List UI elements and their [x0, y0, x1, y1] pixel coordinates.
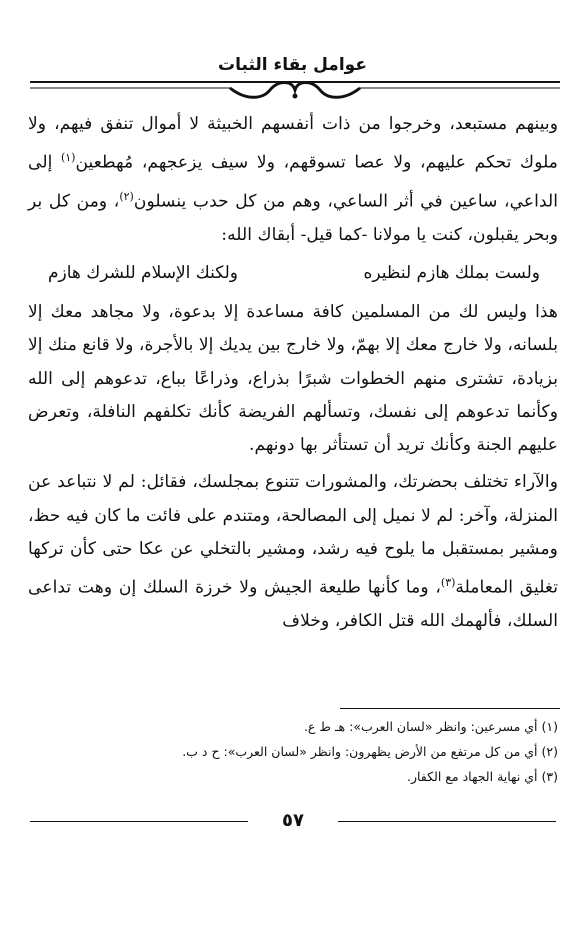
verse-line: [28, 252, 558, 296]
footnote-ref: (٢): [119, 190, 134, 204]
footnote-ref: (١): [60, 151, 76, 165]
footnote: (١) أي مسرعين: وانظر «لسان العرب»: هـ ط ع.: [303, 719, 558, 734]
paragraph: هذا وليس لك من المسلمين كافة مساعدة إلا بدعوة، ولا مجاهد معك إلا بلسانه، ولا خارج معك إلا بهمّ، ولا خارج بين يديك إلا بالأجرة، ولا قانع منك إلا بزيادة، تشترى منهم الخطوات شبرًا بذراع، وذراعًا بباع، تدعوهم إلى الله وكأنما تدعوهم إلى نفسك، وتسألهم الفريضة كأنك تكلفهم النافلة، وتعرض عليهم الجنة وكأنك تريد أن تستأثر بها دونهم.: [28, 302, 558, 456]
paragraph-text: ، وما كأنها طليعة الجيش ولا خرزة السلك إن وهت تداعى السلك، فألهمك الله قتل الكافر، وخلاف: [28, 577, 558, 631]
paragraph-text: وبينهم مستبعد، وخرجوا من ذات أنفسهم الخبيثة لا أموال تنفق فيهم، ولا ملوك تحكم عليهم، ولا عصا تسوقهم، ولا سيف يزعجهم، مُهطعين: [28, 114, 558, 173]
paragraph-text: إلى الداعي، ساعين في أثر الساعي، وهم من كل حدب ينسلون: [28, 152, 558, 212]
paragraph-text: ، ومن كل بر وبحر يقبلون، كنت يا مولانا -كما قيل- أبقاك الله:: [28, 191, 558, 246]
footnotes: [28, 714, 558, 789]
footnote-ref: (٣): [440, 575, 456, 589]
verse-hemistich-first: ولست بملك هازم لنظيره: [363, 263, 540, 284]
header-ornament-rule: [30, 74, 560, 102]
verse-hemistich-second: ولكنك الإسلام للشرك هازم: [48, 263, 239, 284]
page-number-rule: [30, 810, 556, 834]
footnote-separator: [340, 708, 560, 709]
footnote: (٣) أي نهاية الجهاد مع الكفار.: [406, 769, 558, 784]
paragraph: [28, 108, 558, 252]
paragraph: [28, 466, 558, 638]
page-number: ٥٧: [282, 810, 304, 831]
running-title: عوامل بقاء الثبات: [218, 55, 367, 75]
footnote: (٢) أي من كل مرتفع من الأرض يظهرون: وانظر «لسان العرب»: ح د ب.: [182, 744, 558, 759]
paragraph-text: والآراء تختلف بحضرتك، والمشورات تتنوع بمجلسك، فقائل: لم لا نتباعد عن المنزلة، وآخر: لم لا نميل إلى المصالحة، ومتندم على فائت ما كان فيه حظ، ومشير بمستقبل ما يلوح فيه رشد، ومشير بالتخلي عن عكا حتى كأن تركها تغليق المعاملة: [28, 472, 558, 598]
main-text: [28, 108, 558, 638]
